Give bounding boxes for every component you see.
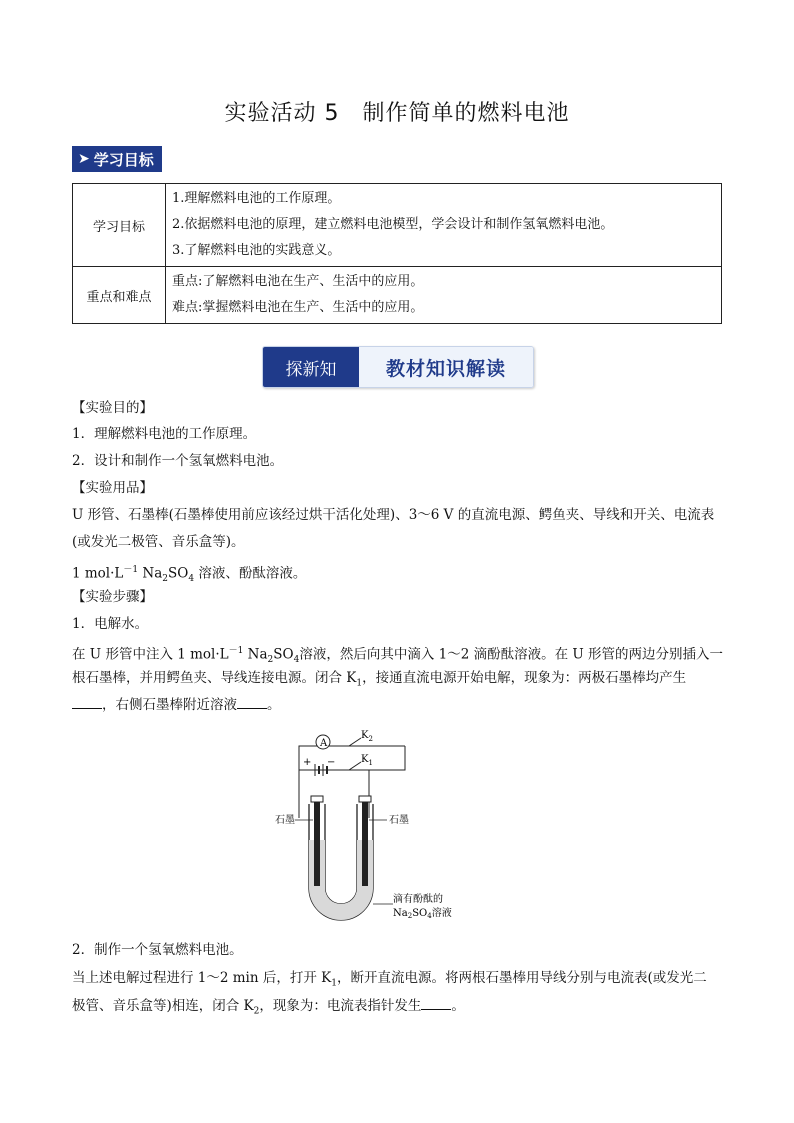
- answer-blank[interactable]: [237, 696, 267, 709]
- answer-blank[interactable]: [72, 696, 102, 709]
- answer-blank[interactable]: [421, 997, 451, 1010]
- step-title: 1．电解水。: [72, 616, 149, 632]
- switch-k1-label: $K_1$: [361, 754, 373, 767]
- switch-k1-icon[interactable]: [349, 762, 361, 770]
- ammeter-label: A: [320, 738, 328, 749]
- section-badge: [72, 146, 162, 172]
- banner-left: 探新知: [263, 347, 359, 387]
- page-title: 实验活动 5 制作简单的燃料电池: [224, 101, 570, 126]
- goal-line: 3.了解燃料电池的实践意义。: [172, 243, 341, 258]
- battery-plus: +: [303, 757, 312, 768]
- key-point-line: 难点:掌握燃料电池在生产、生活中的应用。: [172, 300, 424, 315]
- purpose-item: 2．设计和制作一个氢氧燃料电池。: [72, 453, 284, 469]
- solution-label: 滴有酚酞的: [393, 894, 443, 905]
- table-row: [73, 184, 722, 267]
- table-head-goals: 学习目标: [73, 184, 166, 267]
- goal-line: 2.依据燃料电池的原理，建立燃料电池模型，学会设计和制作氢氧燃料电池。: [172, 217, 614, 232]
- supplies-line: (或发光二极管、音乐盒等)。: [72, 534, 245, 550]
- badge-label: 学习目标: [93, 150, 154, 169]
- goals-table: [72, 183, 722, 324]
- arrow-right-icon: ➤: [78, 151, 90, 167]
- electrolysis-diagram: [265, 718, 465, 936]
- left-electrode-label: 石墨: [275, 815, 295, 826]
- battery-minus: −: [327, 757, 336, 768]
- solution-label-formula: $Na_2SO_4$溶液: [393, 908, 452, 920]
- banner-right: 教材知识解读: [359, 347, 533, 387]
- step-text: 在 U 形管中注入 1 $mol\cdot L^{-1}$ $Na_2SO_4$溶液，然后向其中滴入 1～2 滴酚酞溶液。在 U 形管的两边分别插入一: [72, 646, 724, 666]
- goal-line: 1.理解燃料电池的工作原理。: [172, 191, 341, 206]
- supplies-heading: 【实验用品】: [72, 480, 153, 496]
- table-cell-goals: [166, 184, 722, 267]
- key-point-line: 重点:了解燃料电池在生产、生活中的应用。: [172, 274, 424, 289]
- steps-heading: 【实验步骤】: [72, 589, 153, 605]
- step-text: 极管、音乐盒等)相连，闭合 $K_2$，现象为：电流表指针发生 。: [72, 998, 465, 1017]
- supplies-line: 1 $mol\cdot L^{-1}$ $Na_2SO_4$ 溶液、酚酞溶液。: [72, 565, 307, 585]
- section-banner: [262, 346, 534, 388]
- switch-k2-icon[interactable]: [349, 738, 361, 746]
- switch-k2-label: $K_2$: [361, 730, 373, 743]
- right-electrode: [362, 800, 368, 886]
- step-text: ，右侧石墨棒附近溶液 。: [72, 695, 724, 715]
- table-row: [73, 267, 722, 324]
- step-title: 2．制作一个氢氧燃料电池。: [72, 942, 243, 958]
- table-cell-key-points: [166, 267, 722, 324]
- step-text: 根石墨棒，并用鳄鱼夹、导线连接电源。闭合 $K_1$，接通直流电源开始电解，现象为：两极石墨棒均产生: [72, 670, 687, 689]
- table-head-key-points: 重点和难点: [73, 267, 166, 324]
- purpose-heading: 【实验目的】: [72, 400, 153, 416]
- purpose-item: 1．理解燃料电池的工作原理。: [72, 426, 257, 442]
- right-electrode-label: 石墨: [389, 815, 409, 826]
- left-electrode: [314, 800, 320, 886]
- step-text: 当上述电解过程进行 1～2 min 后，打开 $K_1$，断开直流电源。将两根石墨棒用导线分别与电流表(或发光二: [72, 970, 707, 989]
- supplies-line: U 形管、石墨棒(石墨棒使用前应该经过烘干活化处理)、3～6 V 的直流电源、鳄鱼夹、导线和开关、电流表: [72, 507, 715, 523]
